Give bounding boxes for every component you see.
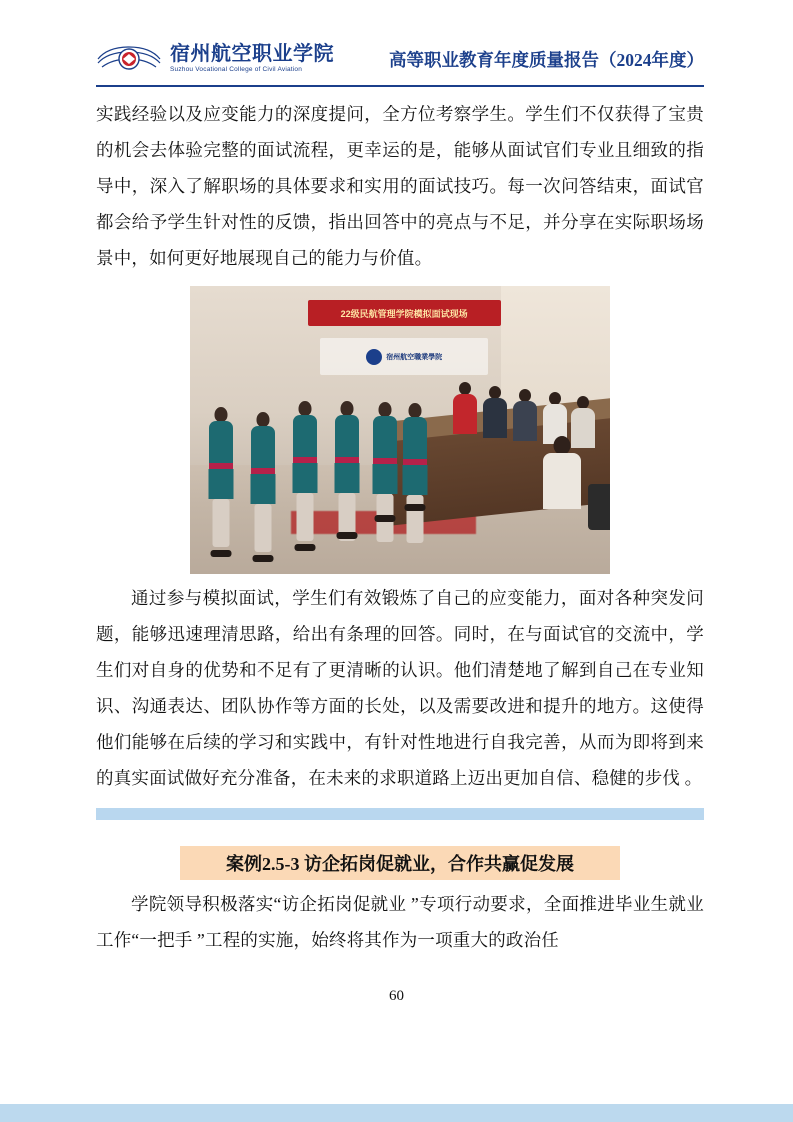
photo-student bbox=[246, 412, 280, 562]
photo-chair bbox=[588, 484, 610, 530]
photo-wall-sign-text: 宿州航空職業學院 bbox=[386, 353, 443, 361]
photo-student bbox=[288, 401, 322, 551]
page-number: 60 bbox=[389, 988, 404, 1004]
section-separator-bar bbox=[96, 808, 704, 820]
page-header bbox=[96, 33, 704, 85]
page-bottom-bar bbox=[0, 1104, 793, 1122]
paragraph-3: 学院领导积极落实“访企拓岗促就业 ”专项行动要求，全面推进毕业生就业工作“一把手 ”工程的实施，始终将其作为一项重大的政治任 bbox=[96, 894, 704, 950]
page-content bbox=[96, 96, 704, 958]
case-title-banner bbox=[180, 846, 620, 880]
photo-student bbox=[330, 401, 364, 539]
school-emblem-icon bbox=[96, 39, 162, 79]
photo-student bbox=[368, 402, 402, 522]
report-title: 高等职业教育年度质量报告（2024年度） bbox=[389, 49, 704, 70]
school-name-cn: 宿州航空职业学院 bbox=[170, 43, 334, 66]
page-left-margin bbox=[0, 0, 14, 1122]
photo-interviewer bbox=[512, 389, 538, 441]
header-divider bbox=[96, 85, 704, 87]
case-title-text: 案例2.5-3 访企拓岗促就业，合作共赢促发展 bbox=[226, 854, 574, 874]
school-name-block bbox=[170, 44, 334, 74]
photo-student bbox=[204, 407, 238, 557]
photo-interviewer bbox=[452, 382, 478, 434]
photo-mock-interview bbox=[190, 286, 610, 574]
paragraph-1: 实践经验以及应变能力的深度提问，全方位考察学生。学生们不仅获得了宝贵的机会去体验完整的面试流程，更幸运的是，能够从面试官们专业且细致的指导中，深入了解职场的具体要求和实用的面试技巧。每一次问答结束，面试官都会给予学生针对性的反馈，指出回答中的亮点与不足，并分享在实际职场场景中，如何更好地展现自己的能力与价值。 bbox=[96, 104, 704, 268]
photo-interviewer bbox=[482, 386, 508, 438]
photo-sign-emblem-icon bbox=[366, 349, 382, 365]
photo-interviewer bbox=[542, 436, 582, 510]
photo-student bbox=[398, 403, 432, 511]
photo-wall-sign bbox=[320, 338, 488, 375]
paragraph-2: 通过参与模拟面试，学生们有效锻炼了自己的应变能力，面对各种突发问题，能够迅速理清思路，给出有条理的回答。同时，在与面试官的交流中，学生们对自身的优势和不足有了更清晰的认识。他们清楚地了解到自己在专业知识、沟通表达、团队协作等方面的长处，以及需要改进和提升的地方。这使得他们能够在后续的学习和实践中，有针对性地进行自我完善，从而为即将到来的真实面试做好充分准备，在未来的求职道路上迈出更加自信、稳健的步伐 。 bbox=[96, 588, 704, 788]
school-brand bbox=[96, 39, 334, 79]
photo-banner bbox=[308, 300, 501, 326]
school-name-en: Suzhou Vocational College of Civil Aviation bbox=[170, 66, 303, 74]
figure-interview-scene bbox=[96, 286, 704, 574]
photo-banner-text: 22级民航管理学院模拟面试现场 bbox=[340, 308, 468, 319]
